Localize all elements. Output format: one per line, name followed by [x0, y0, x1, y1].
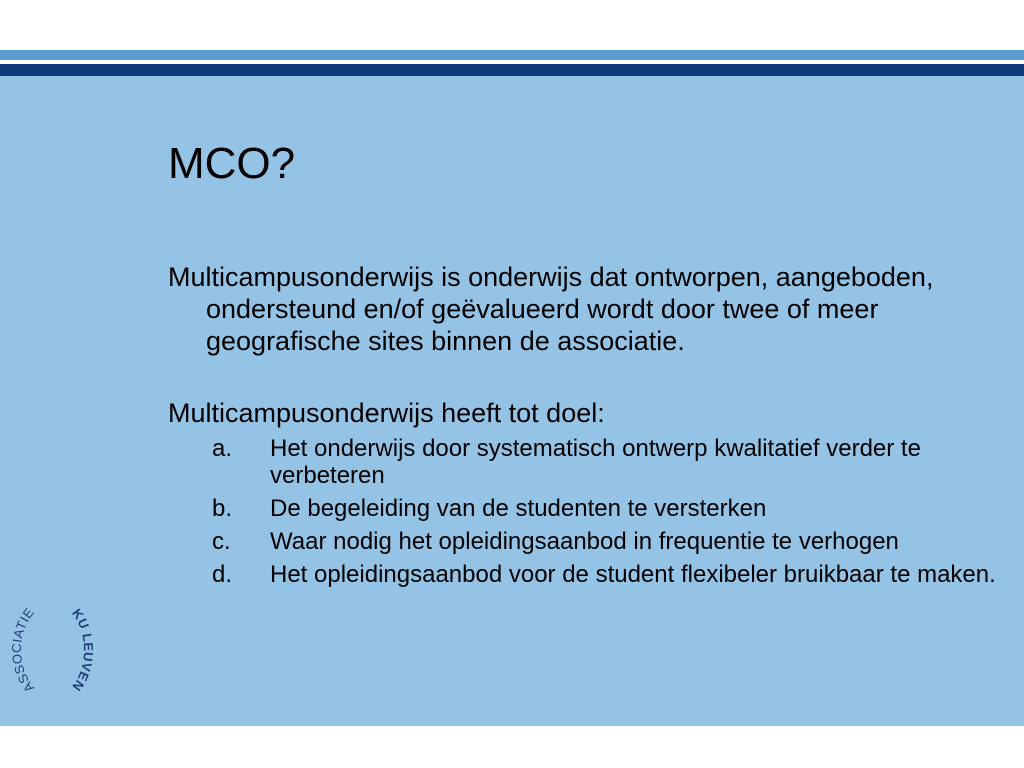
goal-item-c [168, 528, 998, 555]
goal-text: De begeleiding van de studenten te versterken [270, 495, 767, 522]
slide-title: MCO? [168, 139, 296, 188]
header-stripe-dark [0, 64, 1024, 76]
goals-heading: Multicampusonderwijs heeft tot doel: [168, 398, 605, 428]
goals-list [168, 435, 998, 588]
intro-paragraph: Multicampusonderwijs is onderwijs dat ontworpen, aangeboden, ondersteund en/of geëvalueerd wordt door twee of meer geografische sites binnen de associatie. [168, 262, 934, 356]
associatie-ku-leuven-logo [8, 598, 98, 704]
goal-marker: c. [212, 528, 231, 555]
header-stripe-light [0, 50, 1024, 60]
goal-text: Het onderwijs door systematisch ontwerp kwalitatief verder te verbeteren [270, 435, 921, 489]
footer-strip [0, 726, 1024, 768]
goal-marker: a. [212, 435, 233, 462]
goal-marker: b. [212, 495, 233, 522]
logo-svg [8, 598, 98, 704]
goal-text: Waar nodig het opleidingsaanbod in frequentie te verhogen [270, 528, 899, 555]
goal-item-d [168, 561, 998, 588]
goal-marker: d. [212, 561, 233, 588]
logo-text-associatie: ASSOCIATIE [8, 604, 38, 696]
goal-item-a [168, 435, 998, 489]
slide-content [168, 261, 998, 594]
logo-text-ku-leuven: KU LEUVEN [69, 605, 97, 695]
goal-text: Het opleidingsaanbod voor de student flexibeler bruikbaar te maken. [270, 561, 996, 588]
goal-item-b [168, 495, 998, 522]
